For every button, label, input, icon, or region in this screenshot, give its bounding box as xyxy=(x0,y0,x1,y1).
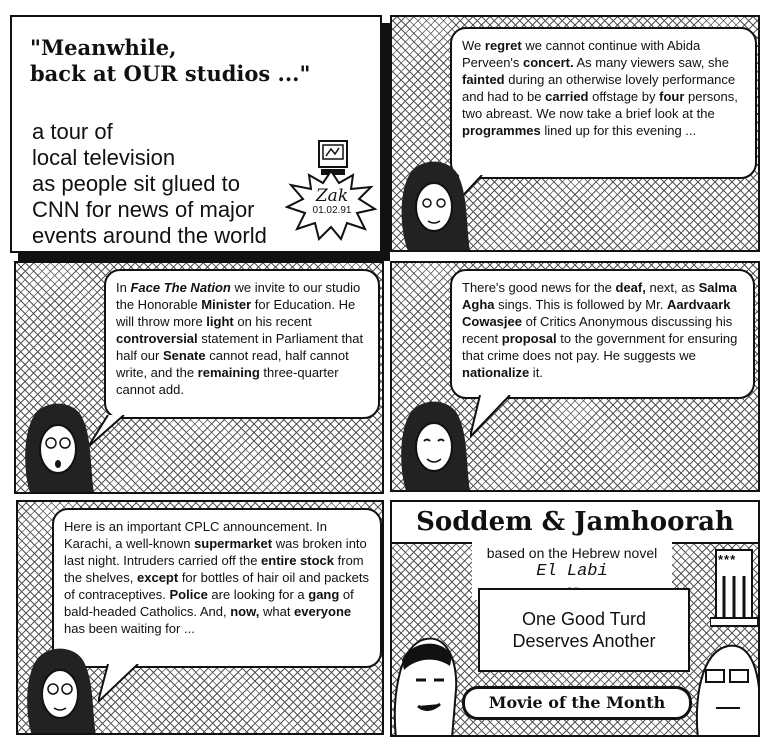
tour-caption xyxy=(32,119,267,249)
panel-intro xyxy=(10,15,382,253)
tour-line: events around the world xyxy=(32,223,267,248)
signature xyxy=(302,187,362,216)
flag-stars: *** xyxy=(718,552,737,567)
panel-concert xyxy=(390,15,760,252)
movie-title: Soddem & Jamhoorah xyxy=(392,502,758,544)
anchorwoman-icon xyxy=(394,395,474,492)
tour-line: local television xyxy=(32,145,176,170)
speech-bubble: There's good news for the deaf, next, as Salma Agha sings. This is followed by Mr. Aardvaark Cowasjee of Critics Anonymous discussing his recent proposal to the government for ensuring that crime does not pay. He suggests we nationalize it. xyxy=(450,269,755,399)
alt-title-line-2: Deserves Another xyxy=(512,631,656,651)
panel-face-the-nation xyxy=(14,261,384,494)
bubble-tail xyxy=(470,395,520,439)
speech-bubble: We regret we cannot continue with Abida Perveen's concert. As many viewers saw, she fainted during an otherwise lovely performance and had to be carried offstage by four persons, two abreast. We now take a brief look at the programmes lined up for this evening ... xyxy=(450,27,757,179)
novel-title: El Labi xyxy=(536,562,608,581)
tour-line: as people sit glued to xyxy=(32,171,240,196)
alt-title-box xyxy=(478,588,690,672)
tour-line: a tour of xyxy=(32,119,113,144)
anchorwoman-icon xyxy=(18,397,98,494)
panel-cplc xyxy=(16,500,384,735)
speech-bubble: In Face The Nation we invite to our studio the Honorable Minister for Education. He will throw more light on his recent controversial statement in Parliament that half our Senate cannot read, half cannot write, and the remaining three-quarter cannot add. xyxy=(104,269,380,419)
speech-bubble: Here is an important CPLC announcement. In Karachi, a well-known supermarket was broken into last night. Intruders carried off the entire stock from the shelves, except for bottles of hair oil and packets of contraceptives. Police are looking for a gang of bald-headed Catholics. And, now, what everyone has been waiting for ... xyxy=(52,508,382,668)
anchorwoman-icon xyxy=(20,644,100,735)
quote-line-2: back at OUR studios ..." xyxy=(30,61,311,86)
movie-of-month-badge: Movie of the Month xyxy=(462,686,692,720)
right-character-icon xyxy=(688,622,760,737)
signature-date: 01.02.91 xyxy=(312,205,352,216)
left-character-icon xyxy=(392,610,462,737)
anchorwoman-icon xyxy=(394,155,474,252)
quote-line-1: "Meanwhile, xyxy=(30,35,177,60)
panel-good-news xyxy=(390,261,760,492)
based-on-text: based on the Hebrew novel xyxy=(486,545,658,561)
signature-name: Zak xyxy=(315,186,349,206)
alt-title-line-1: One Good Turd xyxy=(521,609,647,629)
tour-line: CNN for news of major xyxy=(32,197,255,222)
bubble-tail xyxy=(98,664,148,704)
intro-quote xyxy=(30,35,310,87)
panel-movie-of-month xyxy=(390,500,760,737)
